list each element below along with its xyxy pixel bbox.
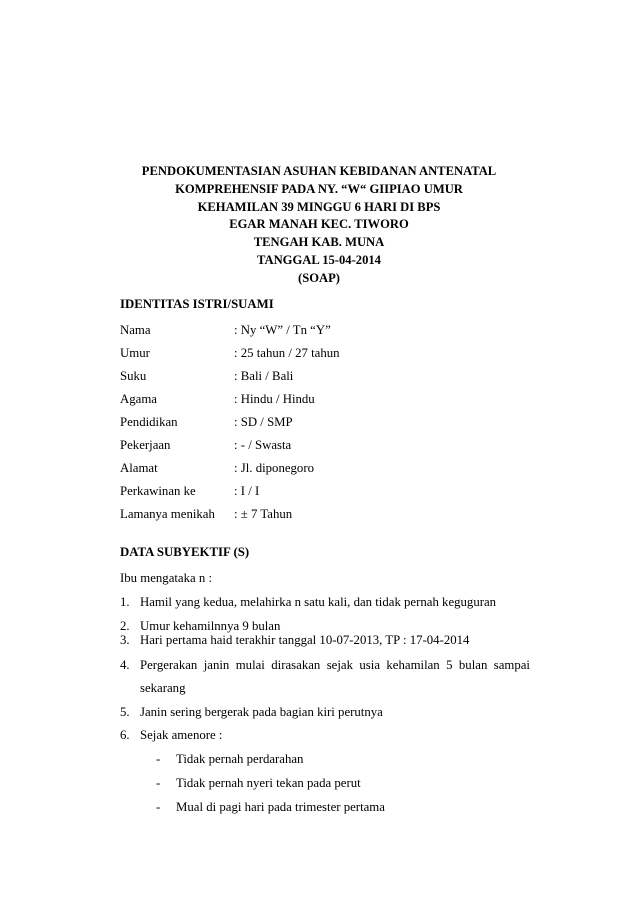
list-text: sekarang bbox=[140, 681, 186, 695]
title-line: KEHAMILAN 39 MINGGU 6 HARI DI BPS bbox=[197, 199, 441, 214]
list-text: Sejak amenore : bbox=[140, 728, 223, 742]
identitas-value: : Hindu / Hindu bbox=[234, 392, 315, 406]
identitas-label: Suku bbox=[120, 369, 147, 383]
list-text: Umur kehamilnnya 9 bulan bbox=[140, 619, 281, 633]
title-line: PENDOKUMENTASIAN ASUHAN KEBIDANAN ANTENATAL bbox=[141, 164, 497, 178]
identitas-value: : Jl. diponegoro bbox=[234, 461, 314, 475]
list-number: 3. bbox=[120, 633, 130, 647]
title-line: KOMPREHENSIF PADA NY. “W“ GIIPIAO UMUR bbox=[175, 181, 463, 196]
identitas-value: : Ny “W” / Tn “Y” bbox=[234, 323, 331, 337]
identitas-label: Nama bbox=[120, 323, 151, 337]
identitas-value: : Bali / Bali bbox=[234, 369, 294, 383]
list-number: 4. bbox=[120, 658, 130, 672]
list-number: 5. bbox=[120, 705, 130, 719]
title-line: TENGAH KAB. MUNA bbox=[253, 235, 385, 250]
identitas-value: : - / Swasta bbox=[234, 438, 292, 452]
identitas-label: Pendidikan bbox=[120, 415, 178, 429]
subyektif-intro: Ibu mengataka n : bbox=[120, 571, 213, 585]
subyektif-heading: DATA SUBYEKTIF (S) bbox=[120, 545, 250, 559]
list-number: 1. bbox=[120, 595, 130, 609]
title-line: TANGGAL 15-04-2014 bbox=[257, 252, 381, 267]
identitas-label: Lamanya menikah bbox=[120, 507, 215, 521]
identitas-label: Perkawinan ke bbox=[120, 484, 196, 498]
document-title bbox=[0, 163, 638, 288]
identitas-label: Agama bbox=[120, 392, 157, 406]
list-number: 2. bbox=[120, 619, 130, 633]
identitas-value: : 25 tahun / 27 tahun bbox=[234, 346, 340, 360]
title-line: EGAR MANAH KEC. TIWORO bbox=[229, 217, 409, 232]
bullet-dash: - bbox=[156, 776, 161, 790]
identitas-value: : I / I bbox=[234, 484, 260, 498]
list-text: Janin sering bergerak pada bagian kiri perutnya bbox=[140, 705, 383, 719]
list-text: Hari pertama haid terakhir tanggal 10-07-2013, TP : 17-04-2014 bbox=[140, 633, 470, 647]
identitas-heading: IDENTITAS ISTRI/SUAMI bbox=[120, 297, 274, 311]
bullet-text: Tidak pernah nyeri tekan pada perut bbox=[176, 776, 361, 790]
identitas-value: : SD / SMP bbox=[234, 415, 293, 429]
identitas-label: Alamat bbox=[120, 461, 158, 475]
bullet-text: Mual di pagi hari pada trimester pertama bbox=[176, 800, 385, 814]
list-number: 6. bbox=[120, 728, 130, 742]
list-text: Pergerakan janin mulai dirasakan sejak usia kehamilan 5 bulan sampai bbox=[140, 658, 530, 672]
identitas-label: Umur bbox=[120, 346, 150, 360]
title-line: (SOAP) bbox=[298, 270, 340, 285]
identitas-value: : ± 7 Tahun bbox=[234, 507, 293, 521]
bullet-dash: - bbox=[156, 752, 161, 766]
list-text: Hamil yang kedua, melahirka n satu kali, dan tidak pernah keguguran bbox=[140, 595, 497, 609]
identitas-label: Pekerjaan bbox=[120, 438, 171, 452]
bullet-text: Tidak pernah perdarahan bbox=[176, 752, 304, 766]
bullet-dash: - bbox=[156, 800, 161, 814]
